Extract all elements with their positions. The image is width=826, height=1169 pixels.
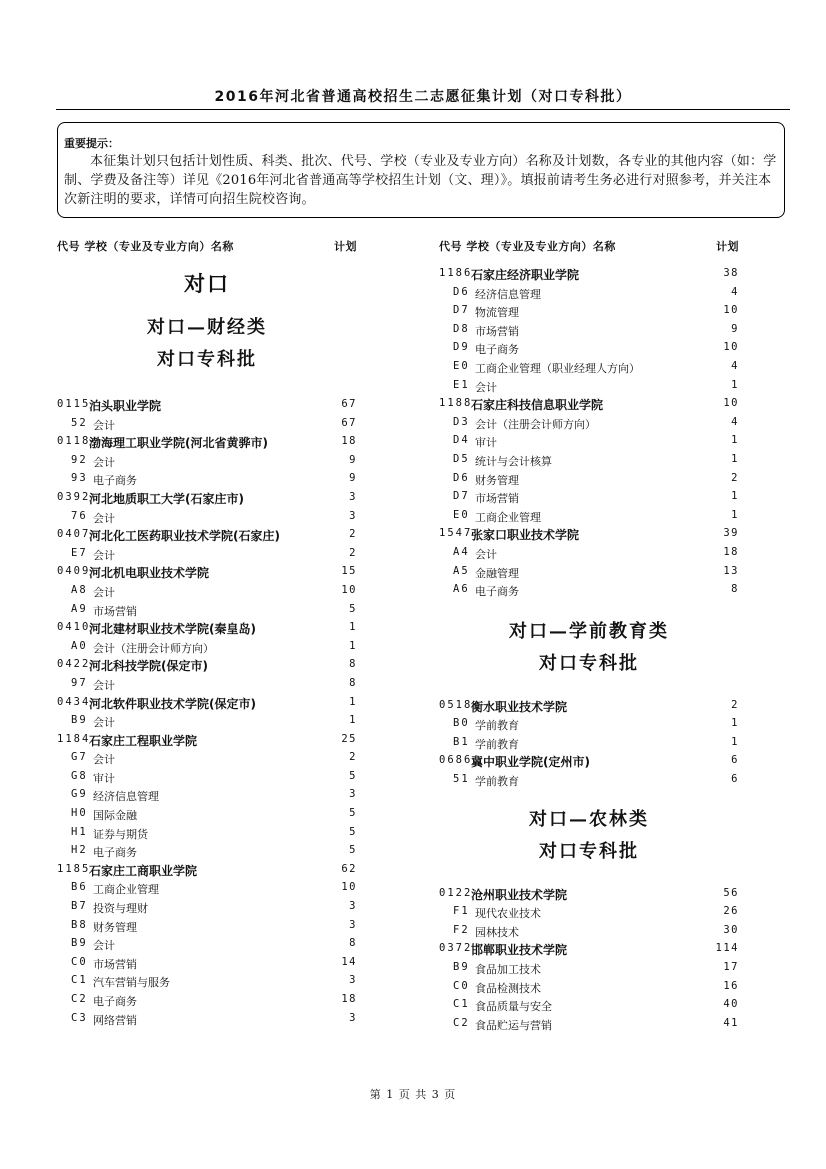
- school-name: 衡水职业技术学院: [471, 699, 568, 714]
- code: 52: [71, 416, 88, 429]
- code: H1: [71, 825, 88, 838]
- major-name: 工商企业管理: [93, 883, 159, 897]
- major-row: [439, 414, 739, 433]
- major-name: 工商企业管理: [475, 510, 541, 524]
- plan-count: 10: [341, 583, 357, 596]
- school-name: 石家庄工商职业学院: [89, 863, 198, 878]
- code: G9: [71, 788, 88, 801]
- code: 0122: [439, 886, 473, 899]
- plan-count: 8: [349, 937, 357, 950]
- code: A0: [71, 639, 88, 652]
- code: 51: [453, 773, 470, 786]
- school-row: [439, 525, 739, 544]
- plan-count: 17: [723, 961, 739, 974]
- plan-count: 1: [349, 714, 357, 727]
- code: 0372: [439, 942, 473, 955]
- major-name: 投资与理财: [93, 902, 148, 916]
- right-rows-3: [439, 885, 739, 1034]
- major-row: [439, 544, 739, 563]
- major-name: 财务管理: [475, 473, 519, 487]
- major-row: [439, 563, 739, 582]
- major-row: [57, 935, 357, 954]
- column-header-plan: 计划: [716, 240, 739, 253]
- major-row: [57, 675, 357, 694]
- major-row: [57, 768, 357, 787]
- major-row: [439, 507, 739, 526]
- column-header: [439, 236, 739, 256]
- plan-count: 18: [723, 545, 739, 558]
- major-row: [57, 470, 357, 489]
- school-row: [439, 697, 739, 716]
- code: C2: [453, 1016, 470, 1029]
- plan-count: 5: [349, 769, 357, 782]
- plan-count: 3: [349, 974, 357, 987]
- major-row: [439, 715, 739, 734]
- code: C2: [71, 993, 88, 1005]
- major-row: [57, 842, 357, 861]
- code: E0: [453, 359, 470, 372]
- column-header-code-name: 代号 学校（专业及专业方向）名称: [439, 240, 616, 253]
- major-row: [439, 470, 739, 489]
- code: C1: [453, 998, 470, 1011]
- school-name: 冀中职业学院(定州市): [471, 755, 590, 770]
- notice-box: [57, 122, 785, 218]
- major-name: 食品质量与安全: [475, 1000, 552, 1014]
- code: B9: [71, 937, 88, 950]
- code: B9: [71, 714, 88, 727]
- school-row: [57, 396, 357, 415]
- major-name: 汽车营销与服务: [93, 976, 170, 990]
- right-rows-2: [439, 697, 739, 790]
- major-name: 会计: [475, 547, 497, 561]
- column-header: [57, 236, 357, 256]
- plan-count: 1: [731, 378, 739, 391]
- plan-count: 1: [731, 452, 739, 465]
- page-footer: 第 1 页 共 3 页: [369, 1088, 457, 1101]
- code: C0: [71, 955, 88, 968]
- column-header-plan: 计划: [334, 240, 357, 253]
- school-name: 沧州职业技术学院: [471, 887, 568, 902]
- left-column: [57, 236, 357, 1028]
- major-name: 电子商务: [475, 585, 519, 599]
- school-row: [57, 861, 357, 880]
- major-row: [57, 879, 357, 898]
- code: 92: [71, 453, 88, 466]
- plan-count: 3: [349, 900, 357, 913]
- code: 1185: [57, 862, 91, 875]
- school-name: 张家口职业技术学院: [471, 528, 580, 543]
- school-row: [57, 619, 357, 638]
- code: B9: [453, 961, 470, 974]
- batch-title: 对口专科批: [157, 349, 257, 370]
- code: E0: [453, 508, 470, 521]
- major-name: 审计: [93, 771, 115, 785]
- plan-count: 16: [723, 979, 739, 992]
- code: D6: [453, 285, 470, 298]
- code: 97: [71, 676, 88, 689]
- major-row: [57, 601, 357, 620]
- code: 0422: [57, 658, 91, 671]
- plan-count: 15: [341, 565, 357, 578]
- code: H2: [71, 844, 88, 857]
- plan-count: 1: [731, 508, 739, 521]
- plan-count: 1: [349, 639, 357, 652]
- plan-count: 39: [723, 527, 739, 540]
- plan-count: 2: [349, 751, 357, 764]
- code: 76: [71, 509, 88, 522]
- code: G7: [71, 751, 88, 764]
- school-name: 邯郸职业技术学院: [471, 943, 568, 958]
- code: 0115: [57, 398, 91, 410]
- major-name: 经济信息管理: [475, 287, 541, 301]
- school-row: [57, 694, 357, 713]
- major-name: 经济信息管理: [93, 790, 159, 804]
- category-big-title: 对口: [184, 271, 230, 296]
- category-title: 对口—学前教育类: [509, 620, 669, 642]
- code: 1547: [439, 527, 473, 540]
- code: 1186: [439, 267, 473, 279]
- code: B7: [71, 900, 88, 913]
- plan-count: 1: [731, 735, 739, 748]
- major-row: [57, 508, 357, 527]
- major-row: [439, 903, 739, 922]
- code: D3: [453, 415, 470, 428]
- code: E7: [71, 546, 88, 559]
- school-row: [439, 885, 739, 904]
- code: A4: [453, 545, 470, 558]
- major-name: 市场营销: [93, 604, 137, 618]
- school-row: [57, 433, 357, 452]
- code: 0686: [439, 754, 473, 767]
- major-row: [57, 638, 357, 657]
- major-name: 食品检测技术: [475, 981, 541, 995]
- major-row: [439, 959, 739, 978]
- plan-count: 2: [731, 471, 739, 484]
- major-row: [57, 898, 357, 917]
- code: B8: [71, 918, 88, 931]
- code: 0518: [439, 698, 473, 711]
- code: 1188: [439, 397, 473, 410]
- major-name: 学前教育: [475, 719, 519, 733]
- plan-count: 67: [341, 398, 357, 410]
- plan-count: 2: [349, 546, 357, 559]
- major-row: [439, 978, 739, 997]
- plan-count: 38: [723, 267, 739, 279]
- plan-count: 5: [349, 807, 357, 820]
- major-name: 电子商务: [93, 995, 137, 1008]
- left-rows: [57, 396, 357, 1028]
- major-name: 会计: [93, 455, 115, 469]
- school-row: [439, 752, 739, 771]
- code: D8: [453, 322, 470, 335]
- major-row: [57, 991, 357, 1010]
- notice-body: 本征集计划只包括计划性质、科类、批次、代号、学校（专业及专业方向）名称及计划数，各专业的其他内容（如：学制、学费及备注等）详见《2016年河北省普通高等学校招生计划（文、理）》。填报前请考生务必进行对照参考，并关注本次新注明的要求，详情可向招生院校咨询。: [64, 154, 777, 207]
- plan-count: 6: [731, 773, 739, 786]
- major-row: [57, 805, 357, 824]
- major-name: 现代农业技术: [475, 907, 541, 921]
- plan-count: 8: [349, 658, 357, 671]
- school-name: 河北软件职业技术学院(保定市): [89, 696, 256, 711]
- major-name: 国际金融: [93, 809, 137, 823]
- plan-count: 10: [723, 341, 739, 354]
- plan-count: 40: [723, 998, 739, 1011]
- code: D6: [453, 471, 470, 484]
- right-rows-1: [439, 265, 739, 600]
- school-name: 河北科技学院(保定市): [89, 659, 208, 674]
- plan-count: 3: [349, 509, 357, 522]
- code: B6: [71, 881, 88, 894]
- major-name: 会计: [93, 548, 115, 562]
- plan-count: 5: [349, 602, 357, 615]
- major-name: 审计: [475, 436, 497, 450]
- plan-count: 3: [349, 788, 357, 801]
- major-name: 会计: [93, 678, 115, 692]
- code: C1: [71, 974, 88, 987]
- plan-count: 30: [723, 923, 739, 936]
- major-name: 网络营销: [93, 1013, 137, 1027]
- plan-count: 62: [341, 862, 357, 875]
- major-row: [57, 582, 357, 601]
- plan-count: 1: [731, 490, 739, 503]
- major-row: [57, 749, 357, 768]
- plan-count: 2: [731, 698, 739, 711]
- plan-count: 10: [723, 397, 739, 410]
- major-name: 会计: [93, 753, 115, 767]
- major-row: [439, 1015, 739, 1034]
- code: 0409: [57, 565, 91, 578]
- school-row: [439, 940, 739, 959]
- major-name: 会计（注册会计师方向）: [93, 641, 214, 655]
- major-row: [57, 452, 357, 471]
- major-name: 市场营销: [475, 324, 519, 338]
- column-header-code-name: 代号 学校（专业及专业方向）名称: [57, 240, 234, 253]
- code: 0118: [57, 435, 91, 448]
- major-row: [57, 972, 357, 991]
- school-name: 河北机电职业技术学院: [89, 566, 210, 581]
- plan-count: 25: [341, 732, 357, 745]
- major-row: [57, 1010, 357, 1029]
- plan-count: 4: [731, 415, 739, 428]
- code: 93: [71, 472, 88, 485]
- code: D7: [453, 304, 470, 317]
- code: A5: [453, 564, 470, 577]
- major-row: [439, 284, 739, 303]
- code: C0: [453, 979, 470, 992]
- major-name: 园林技术: [475, 925, 519, 939]
- plan-count: 26: [723, 905, 739, 918]
- plan-count: 3: [349, 490, 357, 503]
- code: 1184: [57, 732, 91, 745]
- major-name: 市场营销: [475, 492, 519, 506]
- code: A8: [71, 583, 88, 596]
- major-name: 学前教育: [475, 737, 519, 751]
- school-row: [57, 489, 357, 508]
- plan-count: 41: [723, 1016, 739, 1029]
- plan-count: 2: [349, 528, 357, 541]
- plan-count: 18: [341, 993, 357, 1005]
- school-name: 渤海理工职业学院(河北省黄骅市): [89, 436, 268, 451]
- code: 0392: [57, 490, 91, 503]
- code: C3: [71, 1011, 88, 1024]
- code: D7: [453, 490, 470, 503]
- plan-count: 8: [731, 583, 739, 596]
- plan-count: 1: [349, 621, 357, 634]
- major-row: [439, 581, 739, 600]
- plan-count: 9: [731, 322, 739, 335]
- plan-count: 56: [723, 886, 739, 899]
- major-row: [439, 321, 739, 340]
- major-name: 电子商务: [93, 846, 137, 860]
- school-row: [57, 526, 357, 545]
- code: A9: [71, 602, 88, 615]
- plan-count: 5: [349, 844, 357, 857]
- code: 0410: [57, 621, 91, 634]
- major-name: 食品贮运与营销: [475, 1018, 552, 1032]
- major-name: 财务管理: [93, 920, 137, 934]
- plan-count: 9: [349, 453, 357, 466]
- major-row: [439, 488, 739, 507]
- plan-count: 4: [731, 359, 739, 372]
- code: B0: [453, 717, 470, 730]
- code: A6: [453, 583, 470, 596]
- category-title: 对口—农林类: [529, 808, 649, 830]
- code: E1: [453, 378, 470, 391]
- plan-count: 114: [715, 942, 739, 955]
- school-name: 泊头职业学院: [89, 399, 162, 413]
- major-name: 会计: [475, 380, 497, 394]
- school-row: [439, 265, 739, 284]
- major-name: 会计: [93, 939, 115, 953]
- major-row: [57, 712, 357, 731]
- plan-count: 8: [349, 676, 357, 689]
- category-title: 对口—财经类: [147, 317, 267, 338]
- major-row: [439, 377, 739, 396]
- school-name: 河北地质职工大学(石家庄市): [89, 491, 244, 506]
- major-row: [439, 922, 739, 941]
- plan-count: 13: [723, 564, 739, 577]
- school-name: 石家庄工程职业学院: [89, 733, 198, 748]
- school-row: [57, 563, 357, 582]
- major-row: [439, 734, 739, 753]
- page-title: 2016年河北省普通高校招生二志愿征集计划（对口专科批）: [214, 89, 632, 105]
- major-row: [439, 996, 739, 1015]
- plan-count: 6: [731, 754, 739, 767]
- plan-count: 14: [341, 955, 357, 968]
- notice-heading: 重要提示：: [64, 137, 119, 150]
- code: D9: [453, 341, 470, 354]
- right-column: [439, 236, 739, 1033]
- major-name: 电子商务: [475, 343, 519, 357]
- major-row: [57, 824, 357, 843]
- major-name: 会计: [93, 511, 115, 525]
- major-name: 食品加工技术: [475, 963, 541, 977]
- plan-count: 1: [349, 695, 357, 708]
- major-name: 物流管理: [475, 306, 519, 320]
- major-name: 证券与期货: [93, 827, 148, 841]
- major-name: 电子商务: [93, 474, 137, 488]
- major-name: 统计与会计核算: [475, 454, 552, 468]
- code: B1: [453, 735, 470, 748]
- plan-count: 18: [341, 435, 357, 448]
- school-row: [57, 731, 357, 750]
- major-row: [439, 302, 739, 321]
- code: H0: [71, 807, 88, 820]
- major-name: 学前教育: [475, 775, 519, 789]
- plan-count: 1: [731, 434, 739, 447]
- plan-count: 10: [341, 881, 357, 894]
- major-name: 市场营销: [93, 957, 137, 971]
- plan-count: 5: [349, 825, 357, 838]
- major-name: 会计: [93, 585, 115, 599]
- title-divider: [56, 109, 790, 110]
- plan-count: 4: [731, 285, 739, 298]
- school-name: 石家庄科技信息职业学院: [471, 398, 604, 413]
- school-name: 石家庄经济职业学院: [471, 268, 580, 282]
- school-name: 河北建材职业技术学院(秦皇岛): [89, 622, 256, 637]
- plan-count: 3: [349, 1011, 357, 1024]
- major-row: [439, 358, 739, 377]
- major-row: [57, 786, 357, 805]
- major-row: [57, 415, 357, 434]
- major-row: [439, 432, 739, 451]
- plan-count: 67: [341, 416, 357, 429]
- major-name: 工商企业管理（职业经理人方向）: [475, 361, 640, 375]
- major-name: 金融管理: [475, 566, 519, 580]
- code: F1: [453, 905, 470, 918]
- major-name: 会计（注册会计师方向）: [475, 417, 596, 431]
- major-row: [57, 545, 357, 564]
- code: D4: [453, 434, 470, 447]
- plan-count: 3: [349, 918, 357, 931]
- school-row: [439, 395, 739, 414]
- code: D5: [453, 452, 470, 465]
- major-row: [439, 451, 739, 470]
- major-name: 会计: [93, 716, 115, 730]
- plan-count: 1: [731, 717, 739, 730]
- batch-title: 对口专科批: [539, 652, 639, 674]
- plan-count: 10: [723, 304, 739, 317]
- major-row: [57, 917, 357, 936]
- school-name: 河北化工医药职业技术学院(石家庄): [89, 529, 280, 544]
- major-row: [439, 339, 739, 358]
- major-row: [439, 771, 739, 790]
- code: F2: [453, 923, 470, 936]
- batch-title: 对口专科批: [539, 840, 639, 862]
- code: G8: [71, 769, 88, 782]
- major-name: 会计: [93, 418, 115, 432]
- plan-count: 9: [349, 472, 357, 485]
- major-row: [57, 954, 357, 973]
- school-row: [57, 656, 357, 675]
- code: 0434: [57, 695, 91, 708]
- code: 0407: [57, 528, 91, 541]
